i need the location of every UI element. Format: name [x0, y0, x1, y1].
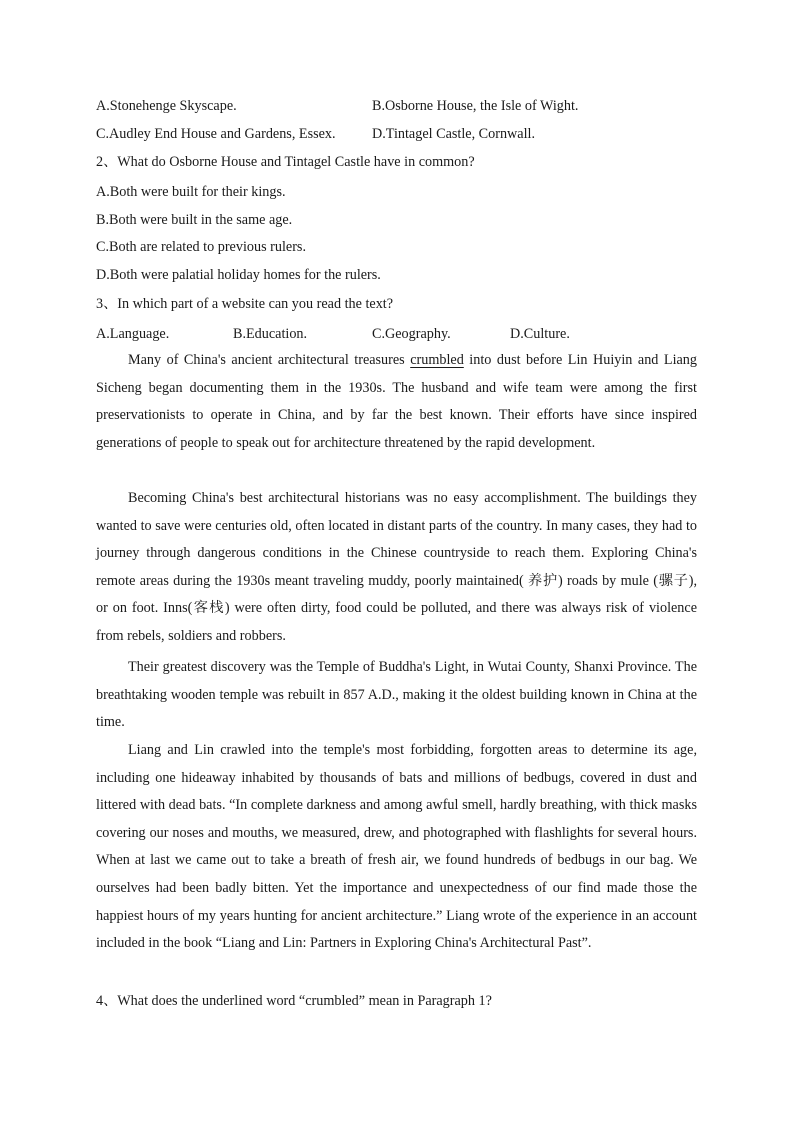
- passage-paragraph-4: Liang and Lin crawled into the temple's most forbidding, forgotten areas to determine its age, including one hideaway inhabited by thousands of bats and millions of bedbugs, covered in dust and littered with dead bats. “In complete darkness and among awful smell, hardly breathing, with thick masks covering our noses and mouths, we measured, drew, and photographed with flashlights for several hours. When at last we came out to take a breath of fresh air, we found hundreds of bedbugs in our bag. We ourselves had been badly bitten. Yet the importance and unexpectedness of our find made those the happiest hours of my years hunting for ancient architecture.” Liang wrote of the experience in an account included in the book “Liang and Lin: Partners in Exploring China's Architectural Past”.: [96, 742, 697, 952]
- underlined-word: crumbled: [410, 352, 464, 368]
- q1-option-a[interactable]: A.Stonehenge Skyscape.: [96, 98, 237, 114]
- q4-stem: 4、What does the underlined word “crumbled” mean in Paragraph 1?: [96, 993, 492, 1009]
- passage-paragraph-3: Their greatest discovery was the Temple of Buddha's Light, in Wutai County, Shanxi Province. The breathtaking wooden temple was rebuilt in 857 A.D., making it the oldest building known in China at the time.: [96, 659, 697, 731]
- q3-option-c[interactable]: C.Geography.: [372, 326, 451, 342]
- q1-option-c[interactable]: C.Audley End House and Gardens, Essex.: [96, 126, 336, 142]
- q2-option-d[interactable]: D.Both were palatial holiday homes for the rulers.: [96, 267, 381, 283]
- passage-paragraph-1: [96, 347, 697, 457]
- q3-option-d[interactable]: D.Culture.: [510, 326, 570, 342]
- q2-stem: 2、What do Osborne House and Tintagel Castle have in common?: [96, 154, 475, 170]
- q3-option-a[interactable]: A.Language.: [96, 326, 170, 342]
- q1-option-b[interactable]: B.Osborne House, the Isle of Wight.: [372, 98, 579, 114]
- q3-stem: 3、In which part of a website can you read the text?: [96, 296, 394, 312]
- passage-paragraph-2: Becoming China's best architectural historians was no easy accomplishment. The buildings they wanted to save were centuries old, often located in distant parts of the country. In many cases, they had to journey through dangerous conditions in the Chinese countryside to reach them. Exploring China's remote areas during the 1930s meant traveling muddy, poorly maintained( 养护) roads by mule (骡子), or on foot. Inns(客栈) were often dirty, food could be polluted, and there was always risk of violence from rebels, soldiers and robbers.: [96, 490, 697, 644]
- q3-option-b[interactable]: B.Education.: [233, 326, 308, 342]
- q1-option-d[interactable]: D.Tintagel Castle, Cornwall.: [372, 126, 536, 142]
- q2-option-b[interactable]: B.Both were built in the same age.: [96, 212, 293, 228]
- q2-option-a[interactable]: A.Both were built for their kings.: [96, 184, 286, 200]
- passage-p1-after: into dust before Lin Huiyin and Liang Sicheng began documenting them in the 1930s. The husband and wife team were among the first preservationists to operate in China, and by far the best known. Their efforts have since inspired generations of people to speak out for architecture threatened by the rapid development.: [96, 352, 697, 451]
- q2-option-c[interactable]: C.Both are related to previous rulers.: [96, 239, 306, 255]
- passage-p1-before: Many of China's ancient architectural treasures: [128, 352, 411, 368]
